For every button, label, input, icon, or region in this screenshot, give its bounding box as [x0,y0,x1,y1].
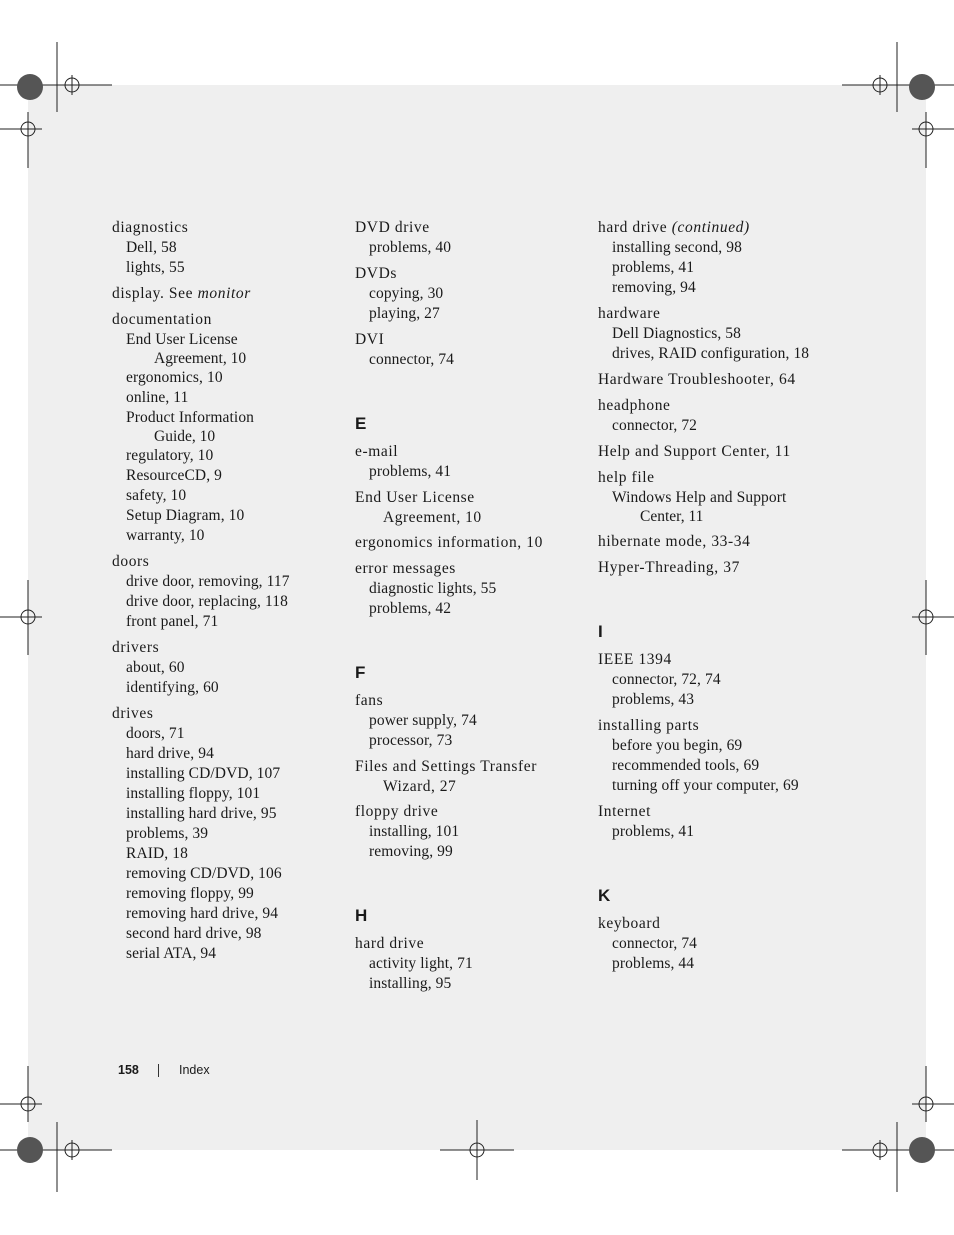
index-subentry: problems, 39 [126,825,209,842]
index-term-text: doors [112,553,150,570]
index-term-text: drives [112,705,154,722]
index-subentry: warranty, 10 [126,527,205,544]
index-entry [355,442,585,482]
index-term [355,488,585,508]
index-term-text: Hardware Troubleshooter, 64 [598,371,796,388]
index-subentry: installing hard drive, 95 [126,805,277,822]
index-subentry: copying, 30 [369,285,444,302]
index-term-text: diagnostics [112,219,189,236]
index-entry [112,218,342,278]
index-letter-heading: H [355,906,368,925]
index-term-text: display. See [112,285,198,302]
index-letter-heading: F [355,663,366,682]
index-subentry: End User License [126,331,238,348]
index-term [598,558,828,578]
index-subentry: problems, 43 [612,691,695,708]
index-subentry: problems, 41 [612,823,695,840]
index-entry [598,716,828,796]
index-entry [112,552,342,632]
index-term [598,716,828,736]
index-entry [598,304,828,364]
index-term [598,802,828,822]
index-subentry: installing, 95 [369,975,452,992]
index-subentry: Product Information [126,409,255,426]
index-subentry: recommended tools, 69 [612,757,760,774]
index-term-text: Hyper-Threading, 37 [598,559,740,576]
index-entry [355,533,585,553]
index-entry [598,558,828,578]
index-entry [355,218,585,258]
index-subentry: regulatory, 10 [126,447,214,464]
index-term [112,638,342,658]
index-term [598,914,828,934]
index-subentry: hard drive, 94 [126,745,214,762]
index-term-text: fans [355,692,384,709]
index-term [598,370,828,390]
index-entry [598,532,828,552]
index-column-3 [598,218,828,980]
index-subentry: Dell Diagnostics, 58 [612,325,741,342]
index-term-continuation: Agreement, 10 [383,509,482,526]
index-entry [355,330,585,370]
index-subentry: Windows Help and Support [612,489,787,506]
index-subentry: power supply, 74 [369,712,477,729]
index-subentry: about, 60 [126,659,185,676]
index-subentry: RAID, 18 [126,845,188,862]
index-letter-heading: I [598,622,603,641]
index-subentry: installing second, 98 [612,239,742,256]
index-subentry: problems, 40 [369,239,452,256]
index-term [598,304,828,324]
index-term-text: drivers [112,639,160,656]
index-subentry: Dell, 58 [126,239,177,256]
index-letter-heading: K [598,886,611,905]
index-term [112,552,342,572]
index-subentry: installing, 101 [369,823,460,840]
index-entry [355,757,585,796]
index-term [355,802,585,822]
index-term [598,396,828,416]
index-term-text: hibernate mode, 33-34 [598,533,751,550]
index-entry [112,310,342,546]
index-term-continuation: Wizard, 27 [383,778,457,795]
index-subentry: drives, RAID configuration, 18 [612,345,810,362]
index-entry [355,802,585,862]
index-subentry: playing, 27 [369,305,440,322]
index-entry [112,704,342,964]
index-subentry: removing floppy, 99 [126,885,254,902]
index-subentry: connector, 74 [612,935,698,952]
index-subentry: removing hard drive, 94 [126,905,279,922]
index-entry [598,468,828,526]
index-term-text: IEEE 1394 [598,651,672,668]
index-column-2 [355,218,585,1000]
index-subentry: serial ATA, 94 [126,945,217,962]
index-subentry: turning off your computer, 69 [612,777,799,794]
index-entry [598,802,828,842]
index-term-text: Help and Support Center, 11 [598,443,791,460]
index-term-italic: monitor [197,285,251,302]
index-term-text: keyboard [598,915,661,932]
index-term [355,442,585,462]
index-subentry: problems, 41 [612,259,695,276]
index-subentry: installing floppy, 101 [126,785,261,802]
index-term [598,650,828,670]
index-term-text: ergonomics information, 10 [355,534,543,551]
index-term [112,218,342,238]
index-term-text: help file [598,469,655,486]
index-term-text: documentation [112,311,212,328]
index-entry [355,488,585,527]
index-term [355,757,585,777]
index-term [355,559,585,579]
index-subentry: second hard drive, 98 [126,925,262,942]
index-term-text: End User License [355,489,475,506]
footer-separator [158,1064,159,1077]
index-term [598,532,828,552]
index-subentry: removing CD/DVD, 106 [126,865,282,882]
page-number: 158 [118,1063,139,1077]
index-subentry: lights, 55 [126,259,185,276]
index-entry [598,218,828,298]
index-subentry: Setup Diagram, 10 [126,507,245,524]
index-term-text: installing parts [598,717,700,734]
index-term-text: floppy drive [355,803,439,820]
index-subentry: installing CD/DVD, 107 [126,765,281,782]
index-subentry: safety, 10 [126,487,187,504]
index-subentry: connector, 72 [612,417,698,434]
index-subentry: removing, 99 [369,843,453,860]
index-column-1 [112,218,342,970]
index-subentry-continuation: Agreement, 10 [154,350,247,367]
index-subentry-continuation: Center, 11 [640,508,704,525]
index-term-text: e-mail [355,443,399,460]
index-subentry: drive door, removing, 117 [126,573,290,590]
index-subentry: activity light, 71 [369,955,473,972]
index-term-text: DVDs [355,265,398,282]
index-subentry: diagnostic lights, 55 [369,580,497,597]
index-subentry-continuation: Guide, 10 [154,428,216,445]
index-letter-heading: E [355,414,367,433]
index-term [355,691,585,711]
index-term-italic: (continued) [671,219,750,236]
index-subentry: connector, 72, 74 [612,671,721,688]
index-entry [598,396,828,436]
index-term-text: Files and Settings Transfer [355,758,537,775]
index-term [355,264,585,284]
index-entry [598,914,828,974]
index-term-text: hard drive [598,219,672,236]
index-term-text: Internet [598,803,651,820]
index-subentry: problems, 44 [612,955,695,972]
index-subentry: processor, 73 [369,732,453,749]
index-term [355,934,585,954]
index-entry [112,638,342,698]
index-term-text: DVI [355,331,385,348]
index-term [112,310,342,330]
index-subentry: problems, 42 [369,600,452,617]
index-term [112,704,342,724]
index-entry [112,284,342,304]
index-term [355,218,585,238]
page-footer [118,1062,210,1078]
index-subentry: identifying, 60 [126,679,219,696]
index-term-text: hard drive [355,935,425,952]
index-subentry: doors, 71 [126,725,185,742]
index-subentry: ResourceCD, 9 [126,467,223,484]
index-term-text: hardware [598,305,661,322]
index-subentry: before you begin, 69 [612,737,743,754]
index-subentry: problems, 41 [369,463,452,480]
section-title: Index [179,1063,210,1077]
index-subentry: connector, 74 [369,351,455,368]
index-term [355,330,585,350]
index-term [598,468,828,488]
index-subentry: front panel, 71 [126,613,219,630]
index-entry [598,370,828,390]
index-entry [355,264,585,324]
index-subentry: drive door, replacing, 118 [126,593,288,610]
index-subentry: removing, 94 [612,279,696,296]
index-subentry: ergonomics, 10 [126,369,223,386]
index-term-text: DVD drive [355,219,430,236]
index-term [112,284,342,304]
index-entry [355,559,585,619]
index-entry [355,934,585,994]
index-term [598,442,828,462]
index-entry [598,442,828,462]
index-entry [598,650,828,710]
index-subentry: online, 11 [126,389,189,406]
index-term-text: error messages [355,560,456,577]
index-entry [355,691,585,751]
index-term [355,533,585,553]
index-term-text: headphone [598,397,671,414]
index-term [598,218,828,238]
